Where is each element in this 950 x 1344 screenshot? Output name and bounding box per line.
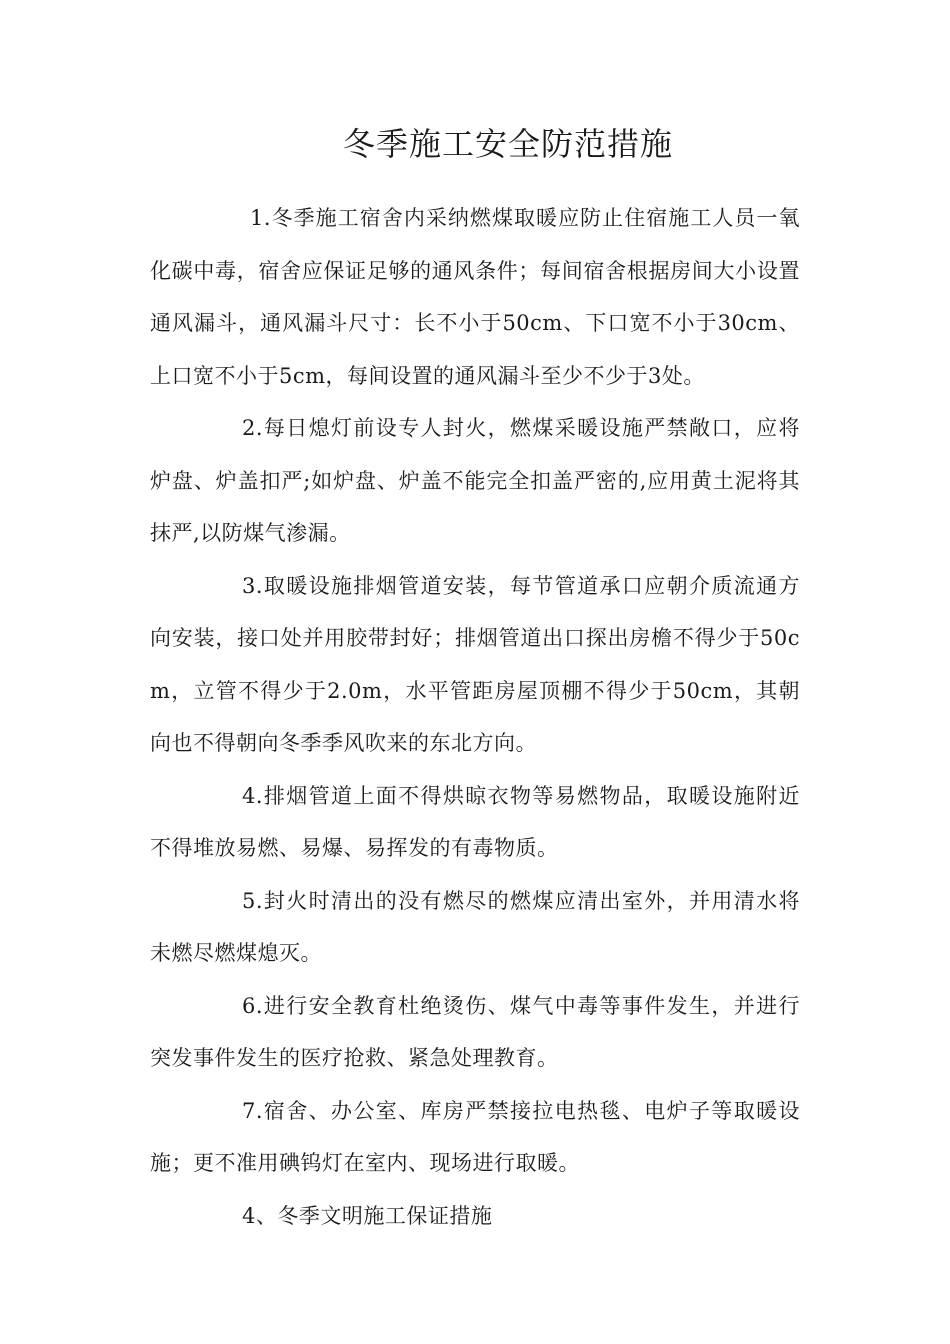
paragraph-3: 3.取暖设施排烟管道安装，每节管道承口应朝介质流通方向安装，接口处并用胶带封好；排烟管道出口探出房檐不得少于50cm，立管不得少于2.0m，水平管距房屋顶棚不得少于50cm，其朝向也不得朝向冬季季风吹来的东北方向。: [150, 573, 800, 755]
section-heading: 4、冬季文明施工保证措施: [242, 1203, 493, 1228]
paragraph-2: 2.每日熄灯前设专人封火，燃煤采暖设施严禁敞口，应将炉盘、炉盖扣严;如炉盘、炉盖不能完全扣盖严密的,应用黄土泥将其抹严,以防煤气渗漏。: [150, 416, 800, 545]
paragraph-5: 5.封火时清出的没有燃尽的燃煤应清出室外，并用清水将未燃尽燃煤熄灭。: [150, 888, 800, 965]
paragraph-4: 4.排烟管道上面不得烘晾衣物等易燃物品，取暖设施附近不得堆放易燃、易爆、易挥发的有毒物质。: [150, 783, 800, 860]
document-body: [150, 192, 800, 1242]
paragraph-6: 6.进行安全教育杜绝烫伤、煤气中毒等事件发生，并进行突发事件发生的医疗抢救、紧急处理教育。: [150, 993, 800, 1070]
paragraph-7: 7.宿舍、办公室、库房严禁接拉电热毯、电炉子等取暖设施；更不准用碘钨灯在室内、现场进行取暖。: [150, 1098, 800, 1175]
document-title: 冬季施工安全防范措施: [342, 125, 673, 163]
paragraph-1: 1.冬季施工宿舍内采纳燃煤取暖应防止住宿施工人员一氧化碳中毒，宿舍应保证足够的通风条件；每间宿舍根据房间大小设置通风漏斗，通风漏斗尺寸：长不小于50cm、下口宽不小于30cm、上口宽不小于5cm，每间设置的通风漏斗至少不少于3处。: [150, 206, 800, 388]
